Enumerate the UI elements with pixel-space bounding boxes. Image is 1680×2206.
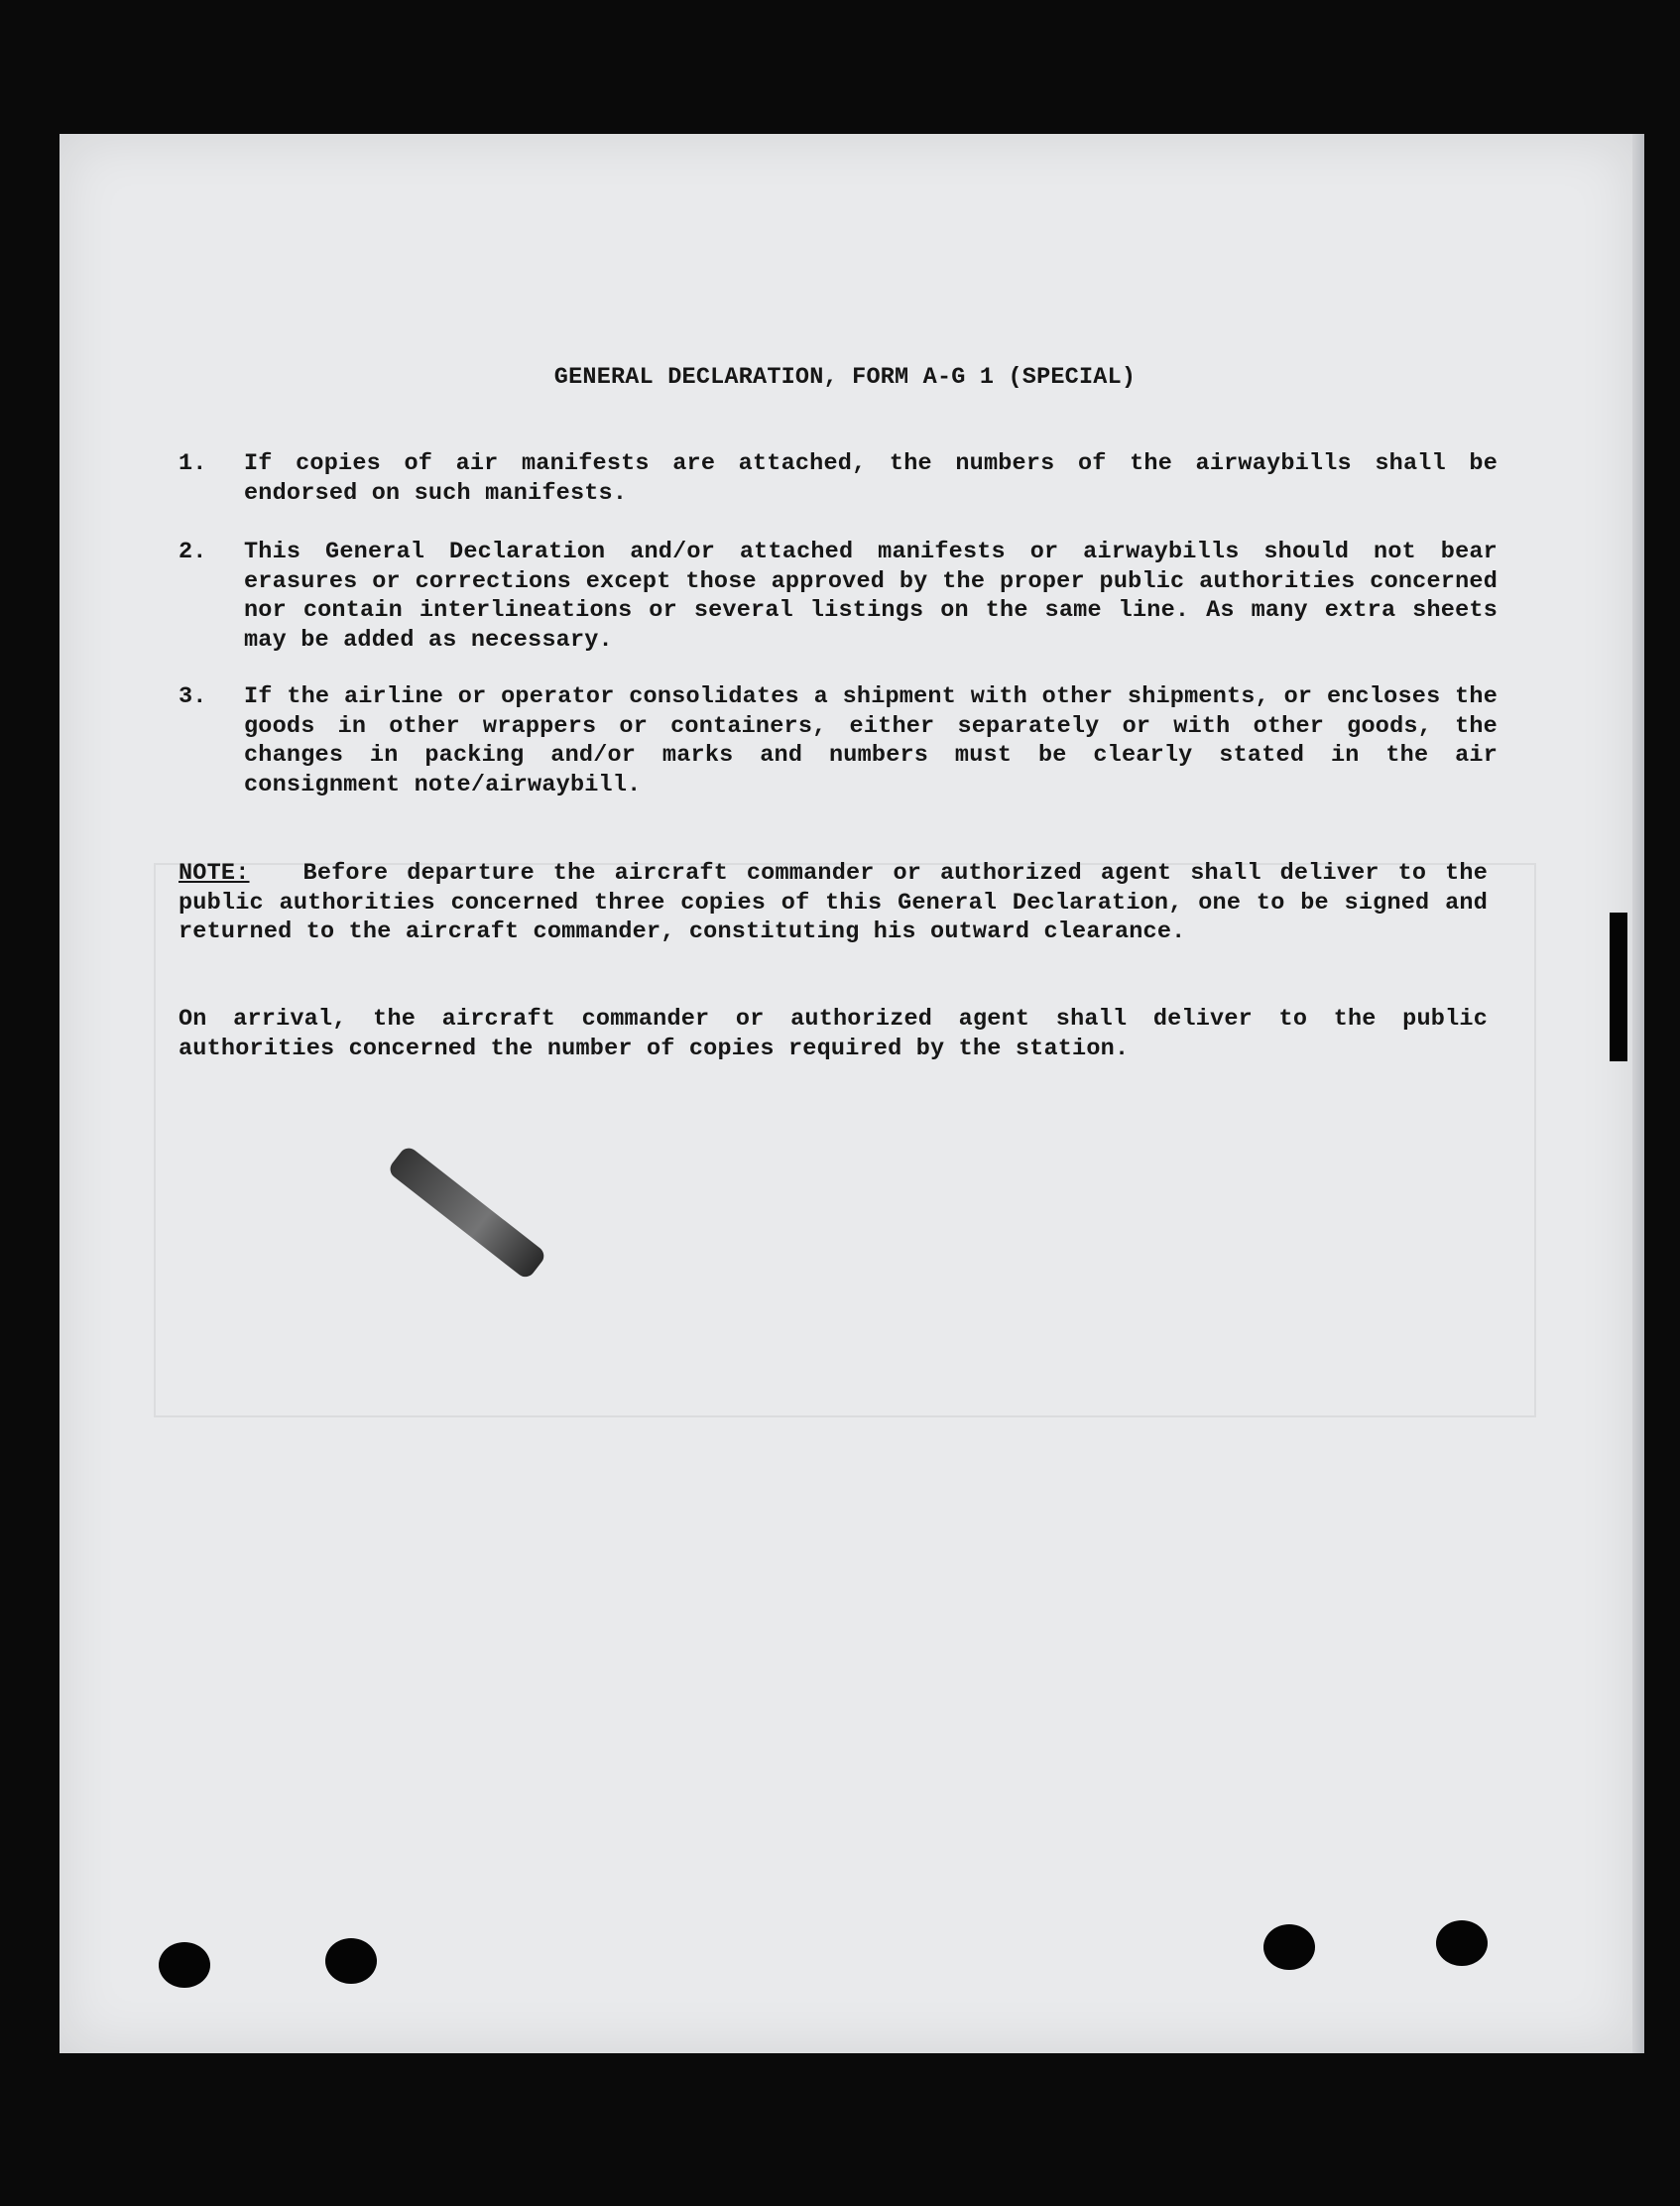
page-title: GENERAL DECLARATION, FORM A-G 1 (SPECIAL) <box>553 364 1137 391</box>
item-number: 1. <box>179 450 207 477</box>
punch-hole-2 <box>325 1938 377 1984</box>
item-text: If copies of air manifests are attached, the numbers of the airwaybills shall be endorsed on such manifests. <box>244 450 1498 507</box>
note-text: Before departure the aircraft commander or authorized agent shall deliver to the public authorities concerned three copies of this General Declaration, one to be signed and returned to the aircraft commander, constituting his outward clearance. <box>179 860 1488 945</box>
instruction-item-3 <box>179 682 1498 799</box>
instruction-item-1 <box>179 449 1498 508</box>
punch-hole-1 <box>159 1942 210 1988</box>
arrival-paragraph: On arrival, the aircraft commander or authorized agent shall deliver to the public authorities concerned the number of copies required by the station. <box>179 1006 1488 1062</box>
instruction-item-2 <box>179 538 1498 655</box>
note-label: NOTE: <box>179 860 250 887</box>
page-edge-tab <box>1610 913 1627 1061</box>
item-text: This General Declaration and/or attached manifests or airwaybills should not bear erasures or corrections except those approved by the proper public authorities concerned nor contain interlineations or several listings on the same line. As many extra sheets may be added as necessary. <box>244 539 1498 654</box>
item-text: If the airline or operator consolidates a shipment with other shipments, or encloses the goods in other wrappers or containers, either separately or with other goods, the changes in packing and/or marks and numbers must be clearly stated in the air consignment note/airwaybill. <box>244 683 1498 798</box>
punch-hole-4 <box>1436 1920 1488 1966</box>
item-number: 3. <box>179 683 207 710</box>
item-number: 2. <box>179 539 207 565</box>
note-paragraph <box>179 859 1488 947</box>
punch-hole-3 <box>1263 1924 1315 1970</box>
